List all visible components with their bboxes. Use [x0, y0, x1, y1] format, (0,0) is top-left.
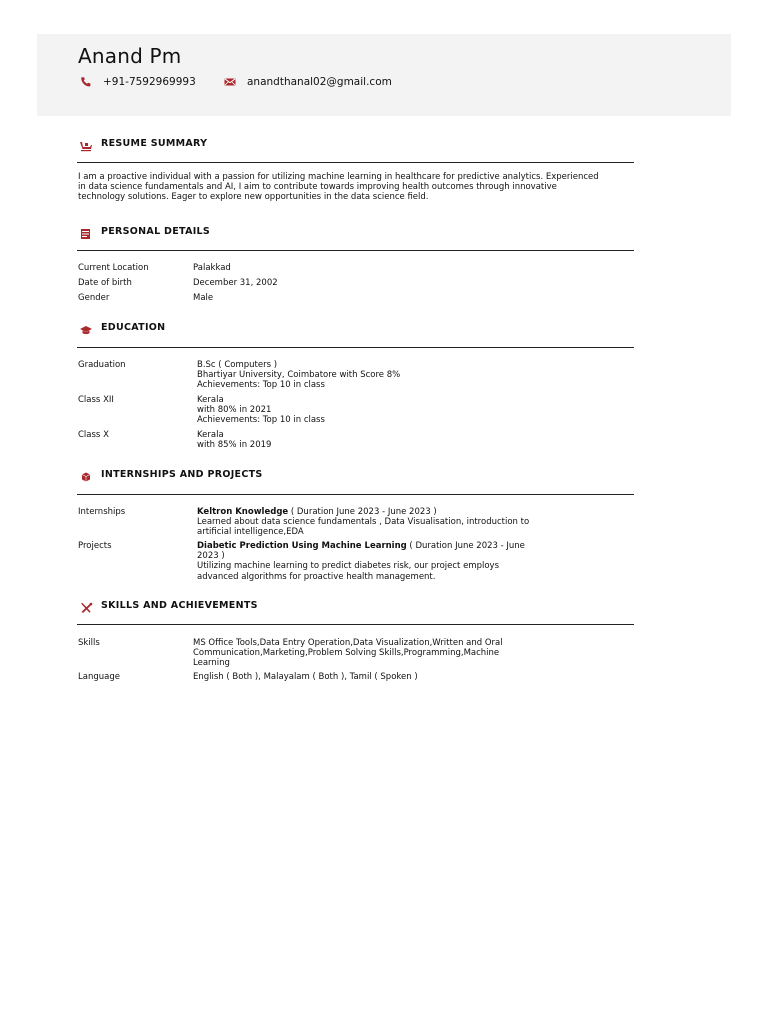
- skills-label: Skills: [78, 638, 100, 648]
- mail-icon: [224, 76, 236, 88]
- section-title: SKILLS AND ACHIEVEMENTS: [101, 599, 258, 611]
- email-contact: [224, 76, 392, 88]
- section-title: PERSONAL DETAILS: [101, 225, 211, 237]
- phone-contact: [80, 76, 196, 88]
- education-details: Kerala with 85% in 2019: [197, 430, 272, 451]
- language-value: English ( Both ), Malayalam ( Both ), Tamil ( Spoken ): [193, 672, 418, 682]
- detail-label: Date of birth: [78, 278, 132, 288]
- experience-name: Keltron Knowledge: [197, 507, 289, 517]
- experience-details: Keltron Knowledge ( Duration June 2023 - June 2023 ) Learned about data science fundamentals , Data Visualisation, introduction to artificial intelligence,EDA: [197, 507, 530, 538]
- experience-name: Diabetic Prediction Using Machine Learning: [197, 541, 407, 551]
- summary-icon: [79, 137, 93, 149]
- education-details: Kerala with 80% in 2021 Achievements: Top 10 in class: [197, 395, 325, 426]
- candidate-name: Anand Pm: [78, 44, 182, 68]
- section-title: INTERNSHIPS AND PROJECTS: [101, 468, 263, 480]
- education-level: Graduation: [78, 360, 126, 370]
- section-personal-details: [79, 225, 210, 237]
- resume-header: [37, 34, 731, 116]
- experience-type: Projects: [78, 541, 112, 551]
- detail-label: Gender: [78, 293, 110, 303]
- divider: [77, 250, 634, 251]
- experience-duration: ( Duration June 2023 - June 2023 ): [288, 507, 437, 517]
- cube-icon: [79, 468, 93, 480]
- detail-value: Palakkad: [193, 263, 231, 273]
- divider: [77, 494, 634, 495]
- detail-label: Current Location: [78, 263, 149, 273]
- divider: [77, 624, 634, 625]
- language-label: Language: [78, 672, 120, 682]
- section-title: RESUME SUMMARY: [101, 137, 208, 149]
- education-details: B.Sc ( Computers ) Bhartiyar University, Coimbatore with Score 8% Achievements: Top 10 in class: [197, 360, 401, 391]
- summary-text: I am a proactive individual with a passion for utilizing machine learning in healthcare for predictive analytics. Experienced in data science fundamentals and AI, I aim to contribute towards improving health outcomes through innovative technology solutions. Eager to explore new opportunities in the data science field.: [78, 172, 599, 203]
- section-title: EDUCATION: [101, 321, 166, 333]
- section-skills: [79, 599, 258, 611]
- experience-type: Internships: [78, 507, 126, 517]
- section-internships-projects: [79, 468, 263, 480]
- phone-number: +91-7592969993: [103, 76, 196, 88]
- id-card-icon: [79, 225, 93, 237]
- divider: [77, 162, 634, 163]
- education-level: Class X: [78, 430, 109, 440]
- experience-details: Diabetic Prediction Using Machine Learning ( Duration June 2023 - June 2023 ) Utilizing machine learning to predict diabetes risk, our project employs advanced algorithms for proactive health management.: [197, 541, 525, 582]
- education-level: Class XII: [78, 395, 114, 405]
- detail-value: Male: [193, 293, 214, 303]
- divider: [77, 347, 634, 348]
- skills-value: MS Office Tools,Data Entry Operation,Data Visualization,Written and Oral Communication,Marketing,Problem Solving Skills,Programming,Machine Learning: [193, 638, 503, 669]
- detail-value: December 31, 2002: [193, 278, 278, 288]
- section-summary: [79, 137, 207, 149]
- graduation-cap-icon: [79, 321, 93, 333]
- section-education: [79, 321, 165, 333]
- experience-duration: ( Duration June 2023 - June: [406, 541, 525, 551]
- phone-icon: [80, 76, 92, 88]
- tools-icon: [79, 599, 93, 611]
- email-address: anandthanal02@gmail.com: [247, 76, 392, 88]
